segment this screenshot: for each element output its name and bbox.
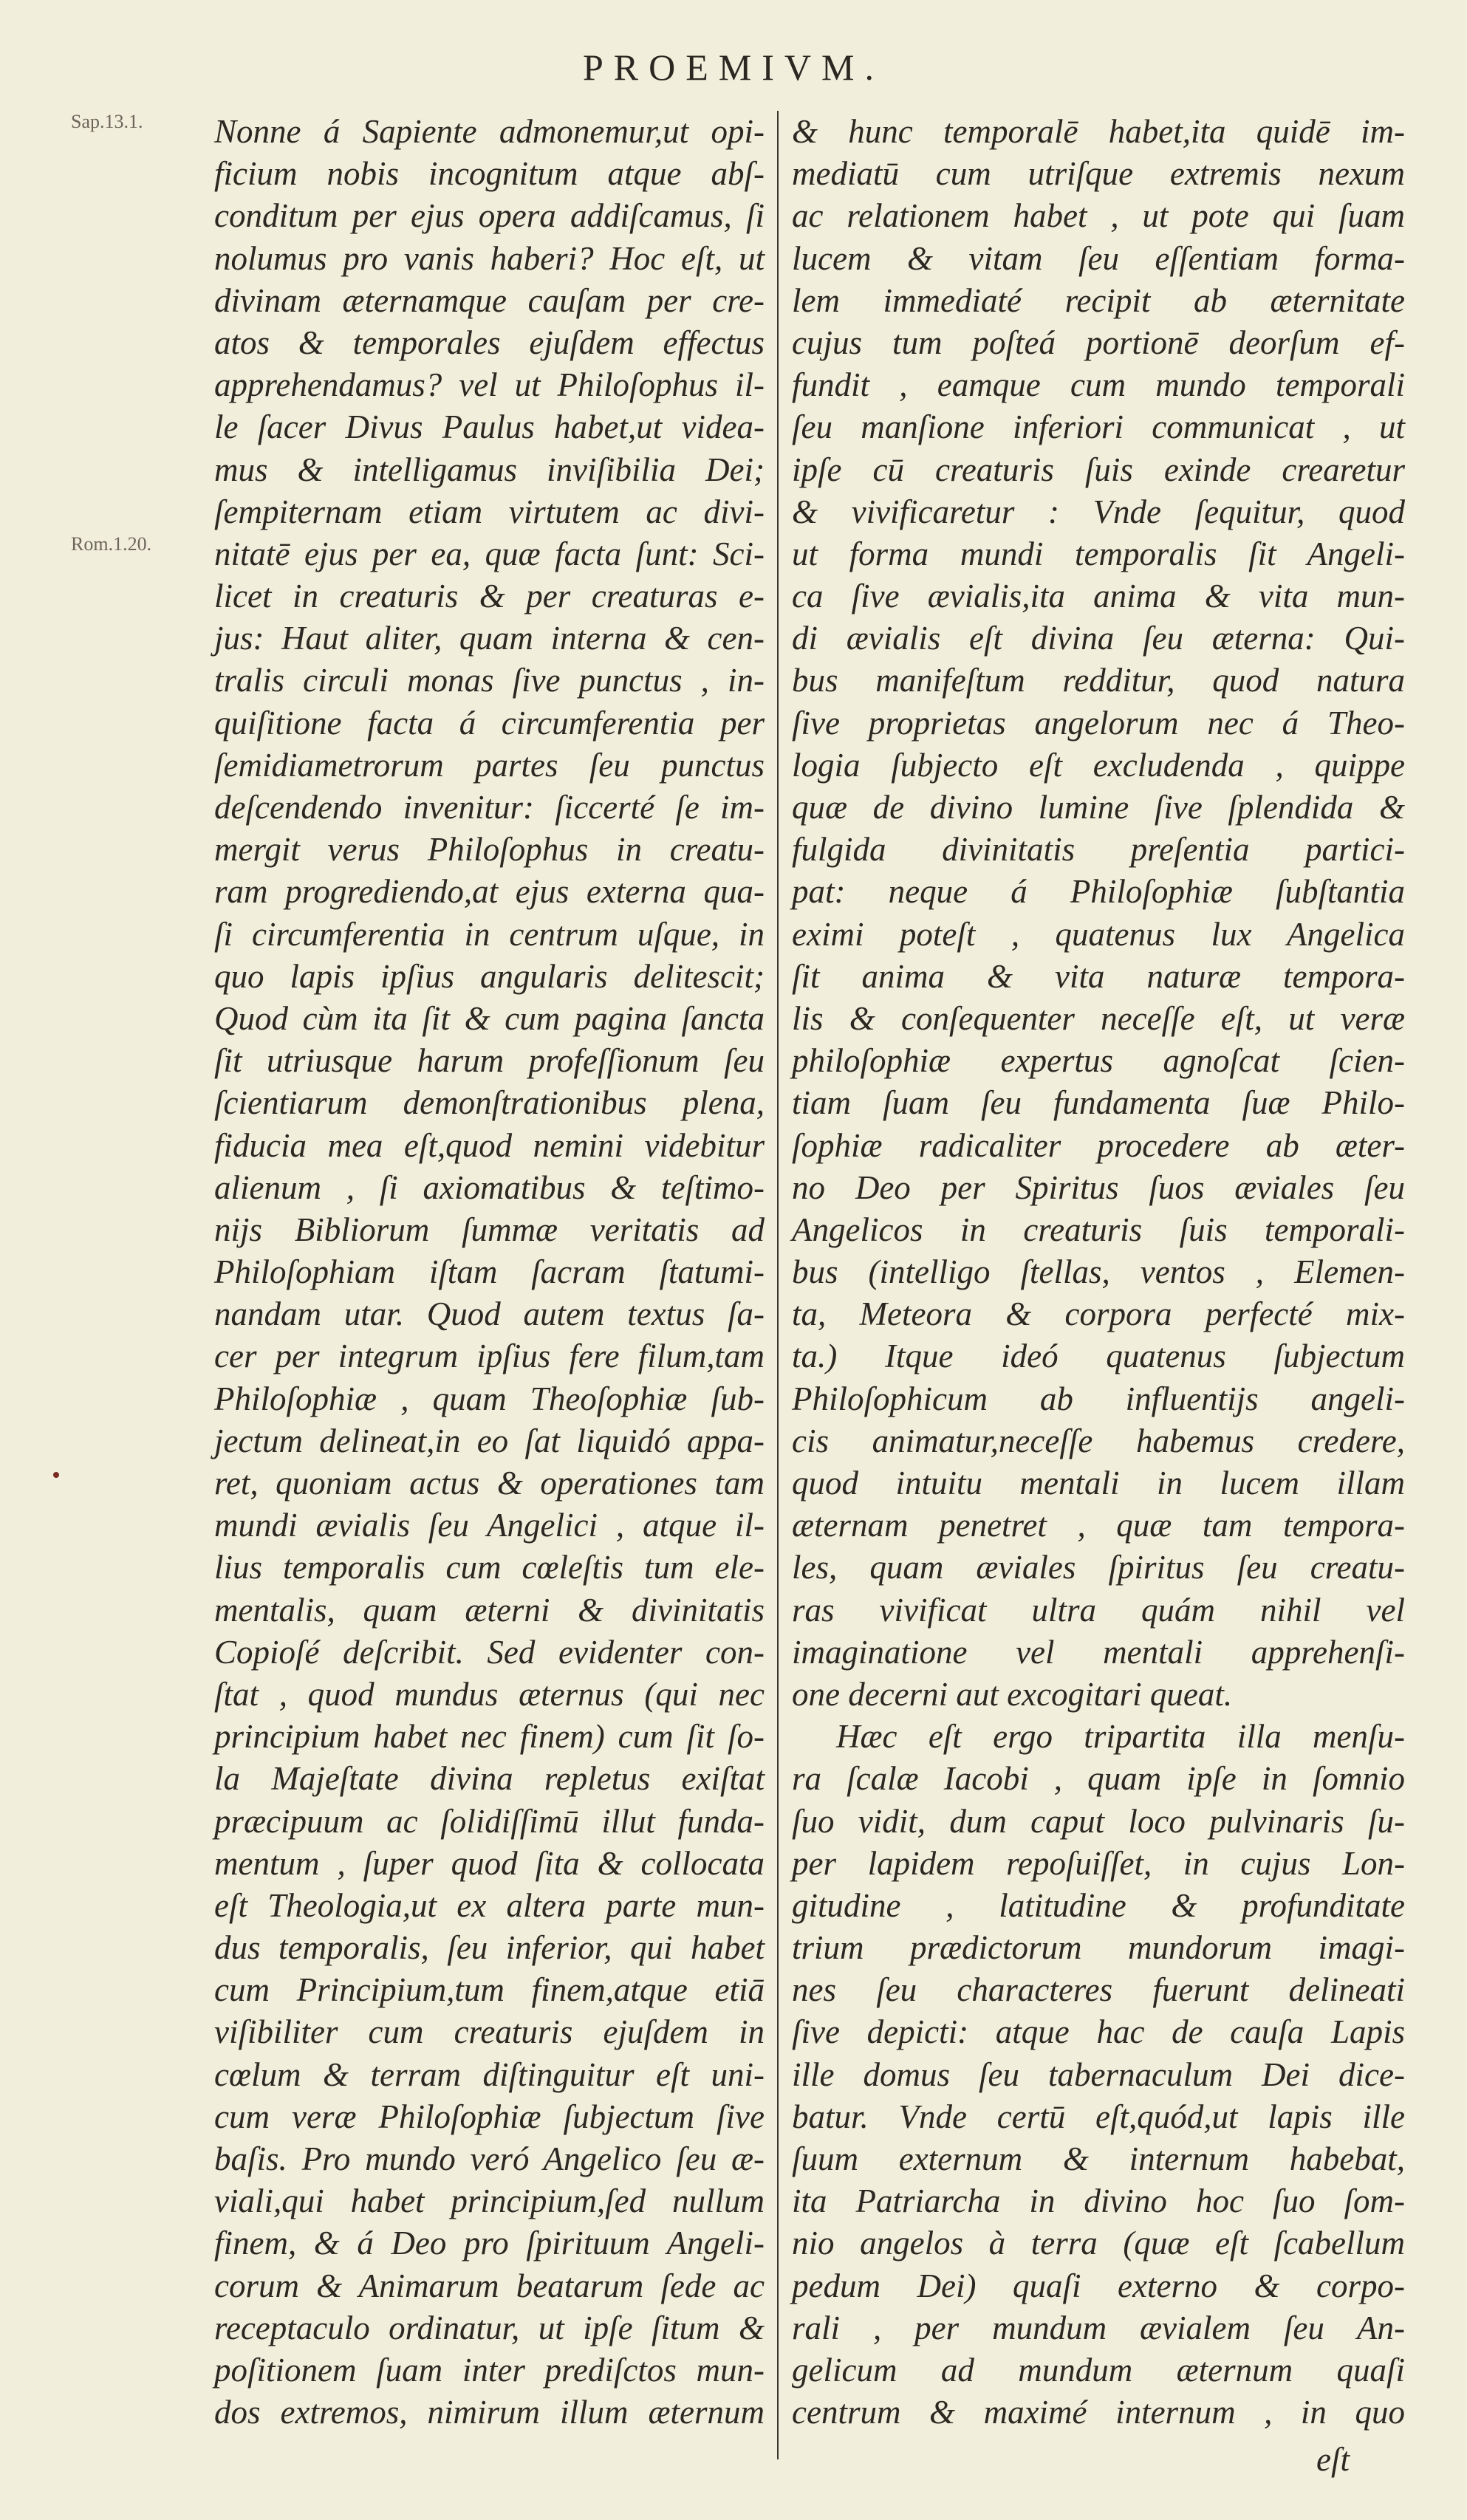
text-line: rali , per mundum ævialem ſeu An- — [792, 2309, 1405, 2346]
text-line: apprehendamus? vel ut Philoſophus il- — [214, 366, 765, 404]
text-line: no Deo per Spiritus ſuos æviales ſeu — [792, 1168, 1405, 1206]
text-line: lis & conſequenter neceſſe eſt, ut veræ — [792, 999, 1405, 1037]
text-line: ras vivificat ultra quám nihil vel — [792, 1591, 1405, 1629]
text-line: ipſe cū creaturis ſuis exinde crearetur — [792, 451, 1405, 488]
text-line: cis animatur,neceſſe habemus credere, — [792, 1422, 1405, 1459]
text-line: æternam penetret , quæ tam tempora- — [792, 1507, 1405, 1544]
text-line: & vivificaretur : Vnde ſequitur, quod — [792, 493, 1405, 530]
text-line: baſis. Pro mundo veró Angelico ſeu æ- — [214, 2140, 765, 2177]
text-line: mergit verus Philoſophus in creatu- — [214, 831, 765, 869]
text-line: ſempiternam etiam virtutem ac divi- — [214, 493, 765, 530]
text-line: mediatū cum utriſque extremis nexum — [792, 155, 1405, 193]
text-line: fulgida divinitatis preſentia partici- — [792, 831, 1405, 869]
margin-note-sap: Sap.13.1. — [71, 111, 143, 132]
text-line: ca ſive ævialis,ita anima & vita mun- — [792, 578, 1405, 615]
text-line: cer per integrum ipſius fere filum,tam — [214, 1338, 765, 1375]
text-line: corum & Animarum beatarum ſede ac — [214, 2267, 765, 2304]
catchword: eſt — [1316, 2441, 1350, 2478]
text-line: lem immediaté recipit ab æternitate — [792, 281, 1405, 319]
text-line: alienum , ſi axiomatibus & teſtimo- — [214, 1168, 765, 1206]
text-line: di ævialis eſt divina ſeu æterna: Qui- — [792, 620, 1405, 657]
text-line: cœlum & terram diſtinguitur eſt uni- — [214, 2055, 765, 2093]
text-line: gitudine , latitudine & profunditate — [792, 1886, 1405, 1924]
text-line: nolumus pro vanis haberi? Hoc eſt, ut — [214, 239, 765, 277]
column-divider — [777, 111, 779, 2459]
text-line: ficium nobis incognitum atque abſ- — [214, 155, 765, 193]
text-line: divinam æternamque cauſam per cre- — [214, 281, 765, 319]
text-line: la Majeſtate divina repletus exiſtat — [214, 1760, 765, 1798]
text-line: lius temporalis cum cœleſtis tum ele- — [214, 1549, 765, 1586]
text-line: ſophiæ radicaliter procedere ab æter- — [792, 1126, 1405, 1164]
text-line: ſit utriusque harum profeſſionum ſeu — [214, 1042, 765, 1080]
text-line: Nonne á Sapiente admonemur,ut opi- — [214, 113, 765, 150]
ink-mark — [53, 1472, 59, 1478]
text-line: ſcientiarum demonſtrationibus plena, — [214, 1084, 765, 1122]
text-line: ac relationem habet , ut pote qui ſuam — [792, 197, 1405, 235]
text-line: dos extremos, nimirum illum æternum — [214, 2394, 765, 2431]
text-line: & hunc temporalē habet,ita quidē im- — [792, 113, 1405, 150]
text-line: tralis circuli monas ſive punctus , in- — [214, 662, 765, 699]
text-line: Copioſé deſcribit. Sed evidenter con- — [214, 1633, 765, 1671]
text-line: jectum delineat,in eo ſat liquidó appa- — [214, 1422, 765, 1459]
text-line: cum Principium,tum finem,atque etiā — [214, 1971, 765, 2009]
text-line: nitatē ejus per ea, quæ facta ſunt: Sci- — [214, 535, 765, 572]
text-line: eſt Theologia,ut ex altera parte mun- — [214, 1886, 765, 1924]
text-line: trium prædictorum mundorum imagi- — [792, 1929, 1405, 1967]
text-line: ſive depicti: atque hac de cauſa Lapis — [792, 2013, 1405, 2051]
text-line: viali,qui habet principium,ſed nullum — [214, 2182, 765, 2220]
text-line: Angelicos in creaturis ſuis temporali- — [792, 1211, 1405, 1248]
text-line: Philoſophicum ab influentijs angeli- — [792, 1380, 1405, 1417]
left-text-column — [214, 111, 765, 2434]
margin-note-rom: Rom.1.20. — [71, 533, 152, 555]
text-line: fundit , eamque cum mundo temporali — [792, 366, 1405, 404]
text-line: quo lapis ipſius angularis delitescit; — [214, 957, 765, 995]
text-line: ita Patriarcha in divino hoc ſuo ſom- — [792, 2182, 1405, 2220]
page-title: PROEMIVM. — [583, 47, 884, 88]
text-line: ſive proprietas angelorum nec á Theo- — [792, 704, 1405, 742]
text-line: tiam ſuam ſeu fundamenta ſuæ Philo- — [792, 1084, 1405, 1122]
text-line: ut forma mundi temporalis ſit Angeli- — [792, 535, 1405, 572]
text-line: ret, quoniam actus & operationes tam — [214, 1465, 765, 1502]
text-line: Philoſophiæ , quam Theoſophiæ ſub- — [214, 1380, 765, 1417]
text-line: batur. Vnde certū eſt,quód,ut lapis ille — [792, 2098, 1405, 2135]
text-line: mundi ævialis ſeu Angelici , atque il- — [214, 1507, 765, 1544]
text-line: bus manifeſtum redditur, quod natura — [792, 662, 1405, 699]
text-line: ſi circumferentia in centrum uſque, in — [214, 915, 765, 953]
text-line: per lapidem repoſuiſſet, in cujus Lon- — [792, 1844, 1405, 1882]
text-line: nio angelos à terra (quæ eſt ſcabellum — [792, 2225, 1405, 2262]
text-line: centrum & maximé internum , in quo — [792, 2394, 1405, 2431]
text-line: logia ſubjecto eſt excludenda , quippe — [792, 746, 1405, 784]
text-line: nandam utar. Quod autem textus ſa- — [214, 1295, 765, 1333]
text-line: Hæc eſt ergo tripartita illa menſu- — [836, 1718, 1405, 1756]
right-text-column — [792, 111, 1405, 2434]
text-line: ſeu manſione inferiori communicat , ut — [792, 408, 1405, 446]
text-line: jus: Haut aliter, quam interna & cen- — [214, 620, 765, 657]
text-line: ta.) Itque ideó quatenus ſubjectum — [792, 1338, 1405, 1375]
text-line: ſemidiametrorum partes ſeu punctus — [214, 746, 765, 784]
text-line: pedum Dei) quaſi externo & corpo- — [792, 2267, 1405, 2304]
text-line: præcipuum ac ſolidiſſimū illut funda- — [214, 1802, 765, 1840]
text-line: ſuum externum & internum habebat, — [792, 2140, 1405, 2177]
text-line: ille domus ſeu tabernaculum Dei dice- — [792, 2055, 1405, 2093]
text-line: mentum , ſuper quod ſita & collocata — [214, 1844, 765, 1882]
text-line: gelicum ad mundum æternum quaſi — [792, 2351, 1405, 2389]
text-line: receptaculo ordinatur, ut ipſe ſitum & — [214, 2309, 765, 2346]
text-line: ſit anima & vita naturæ tempora- — [792, 957, 1405, 995]
text-line: ram progrediendo,at ejus externa qua- — [214, 873, 765, 911]
text-line: quiſitione facta á circumferentia per — [214, 704, 765, 742]
text-line: one decerni aut excogitari queat. — [792, 1675, 1233, 1713]
text-line: finem, & á Deo pro ſpirituum Angeli- — [214, 2225, 765, 2262]
text-line: deſcendendo invenitur: ſiccerté ſe im- — [214, 789, 765, 826]
text-line: poſitionem ſuam inter prediſctos mun- — [214, 2351, 765, 2389]
text-line: le ſacer Divus Paulus habet,ut videa- — [214, 408, 765, 446]
text-line: conditum per ejus opera addiſcamus, ſi — [214, 197, 765, 235]
text-line: mus & intelligamus inviſibilia Dei; — [214, 451, 765, 488]
text-line: eximi poteſt , quatenus lux Angelica — [792, 915, 1405, 953]
text-line: lucem & vitam ſeu eſſentiam forma- — [792, 239, 1405, 277]
text-line: viſibiliter cum creaturis ejuſdem in — [214, 2013, 765, 2051]
text-line: quod intuitu mentali in lucem illam — [792, 1465, 1405, 1502]
text-line: atos & temporales ejuſdem effectus — [214, 323, 765, 361]
text-line: Philoſophiam iſtam ſacram ſtatumi- — [214, 1253, 765, 1291]
text-line: fiducia mea eſt,quod nemini videbitur — [214, 1126, 765, 1164]
text-line: dus temporalis, ſeu inferior, qui habet — [214, 1929, 765, 1967]
text-line: philoſophiæ expertus agnoſcat ſcien- — [792, 1042, 1405, 1080]
text-line: mentalis, quam æterni & divinitatis — [214, 1591, 765, 1629]
text-line: ra ſcalæ Iacobi , quam ipſe in ſomnio — [792, 1760, 1405, 1798]
text-line: ta, Meteora & corpora perfecté mix- — [792, 1295, 1405, 1333]
text-line: Quod cùm ita ſit & cum pagina ſancta — [214, 999, 765, 1037]
text-line: ſtat , quod mundus æternus (qui nec — [214, 1675, 765, 1713]
text-line: les, quam æviales ſpiritus ſeu creatu- — [792, 1549, 1405, 1586]
text-line: principium habet nec finem) cum ſit ſo- — [214, 1718, 765, 1756]
text-line: licet in creaturis & per creaturas e- — [214, 578, 765, 615]
text-line: cujus tum poſteá portionē deorſum ef- — [792, 323, 1405, 361]
text-line: ſuo vidit, dum caput loco pulvinaris ſu- — [792, 1802, 1405, 1840]
text-line: pat: neque á Philoſophiæ ſubſtantia — [792, 873, 1405, 911]
text-line: imaginatione vel mentali apprehenſi- — [792, 1633, 1405, 1671]
text-line: nes ſeu characteres fuerunt delineati — [792, 1971, 1405, 2009]
text-line: bus (intelligo ſtellas, ventos , Elemen- — [792, 1253, 1405, 1291]
text-line: quæ de divino lumine ſive ſplendida & — [792, 789, 1405, 826]
text-line: nijs Bibliorum ſummæ veritatis ad — [214, 1211, 765, 1248]
text-line: cum veræ Philoſophiæ ſubjectum ſive — [214, 2098, 765, 2135]
